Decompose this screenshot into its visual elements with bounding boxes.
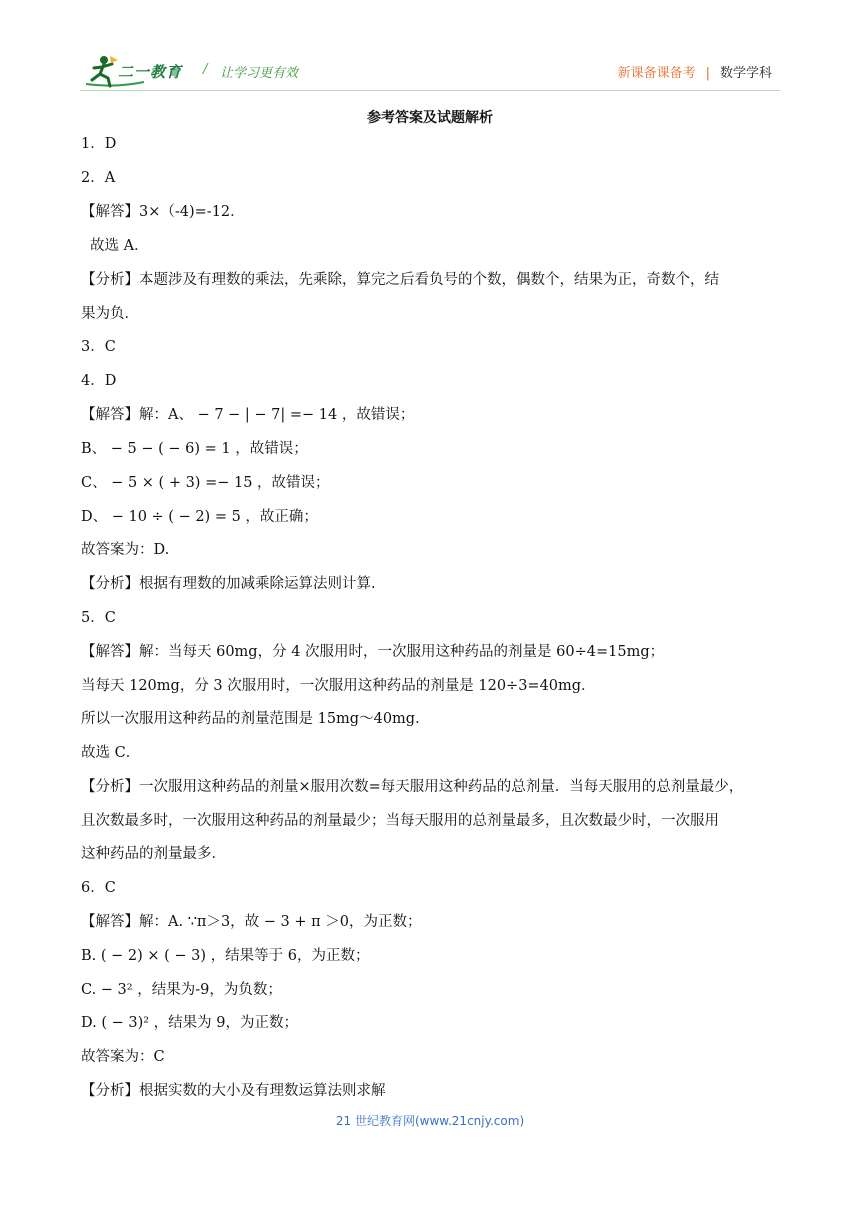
answer-line: B、 − 5 − ( − 6) = 1 ，故错误； (81, 441, 308, 457)
answer-line: 故选 C． (81, 745, 141, 761)
answer-line: 【解答】解：A、 − 7 − | − 7| =− 14 ，故错误； (81, 407, 415, 423)
answer-line: 所以一次服用这种药品的剂量范围是 15mg～40mg． (81, 711, 430, 727)
answer-line: 故选 A． (90, 238, 149, 254)
answer-line: 且次数最多时，一次服用这种药品的剂量最少；当每天服用的总剂量最多，且次数最少时，一次服用 (81, 813, 719, 829)
slogan-separator: / (203, 62, 208, 77)
answer-line: D、 − 10 ÷ ( − 2) = 5 ，故正确； (81, 509, 318, 525)
header-divider: | (705, 66, 710, 81)
answer-line: 1．D (81, 136, 117, 152)
answer-line: 这种药品的剂量最多． (81, 846, 226, 862)
answer-line: 2．A (81, 170, 116, 186)
page-header (0, 0, 860, 100)
answer-line: 5．C (81, 610, 116, 626)
header-subject (618, 62, 772, 81)
answer-line: 【分析】根据有理数的加减乘除运算法则计算. (81, 576, 376, 592)
answer-line: 【解答】3×（-4)=-12． (81, 204, 245, 220)
header-subject-label: 数学学科 (719, 66, 772, 81)
answer-line: 故答案为：D. (81, 542, 170, 558)
answer-line: C. − 3² ，结果为-9，为负数； (81, 982, 282, 998)
answer-line: 故答案为：C (81, 1049, 165, 1065)
answer-line: C、 − 5 × ( + 3) =− 15 ，故错误； (81, 475, 330, 491)
answer-line: 4．D (81, 373, 117, 389)
answer-line: 【解答】解：当每天 60mg，分 4 次服用时，一次服用这种药品的剂量是 60÷4=15mg； (81, 644, 665, 660)
brand-name: 二一教育 (118, 63, 183, 81)
answer-line: D. ( − 3)² ，结果为 9，为正数； (81, 1015, 298, 1031)
header-course-label: 新课备课备考 (617, 66, 696, 81)
footer-source-link[interactable]: 21 世纪教育网(www.21cnjy.com) (335, 1114, 525, 1128)
answer-line: 3．C (81, 339, 116, 355)
answer-line: 当每天 120mg，分 3 次服用时，一次服用这种药品的剂量是 120÷3=40mg． (81, 678, 596, 694)
answer-line: 【分析】根据实数的大小及有理数运算法则求解 (81, 1083, 386, 1099)
answer-line: B. ( − 2) × ( − 3) ，结果等于 6，为正数； (81, 948, 370, 964)
answer-line: 果为负． (81, 306, 139, 322)
answer-line: 【分析】一次服用这种药品的剂量×服用次数=每天服用这种药品的总剂量．当每天服用的总剂量最少， (81, 779, 744, 795)
answer-line: 【分析】本题涉及有理数的乘法，先乘除，算完之后看负号的个数，偶数个，结果为正，奇数个，结 (81, 272, 719, 288)
answer-line: 6．C (81, 880, 116, 896)
page-title: 参考答案及试题解析 (367, 110, 493, 126)
header-rule (80, 90, 780, 91)
slogan: 让学习更有效 (220, 66, 299, 81)
answer-line: 【解答】解：A. ∵π＞3，故 − 3 + π ＞0，为正数； (81, 914, 422, 930)
